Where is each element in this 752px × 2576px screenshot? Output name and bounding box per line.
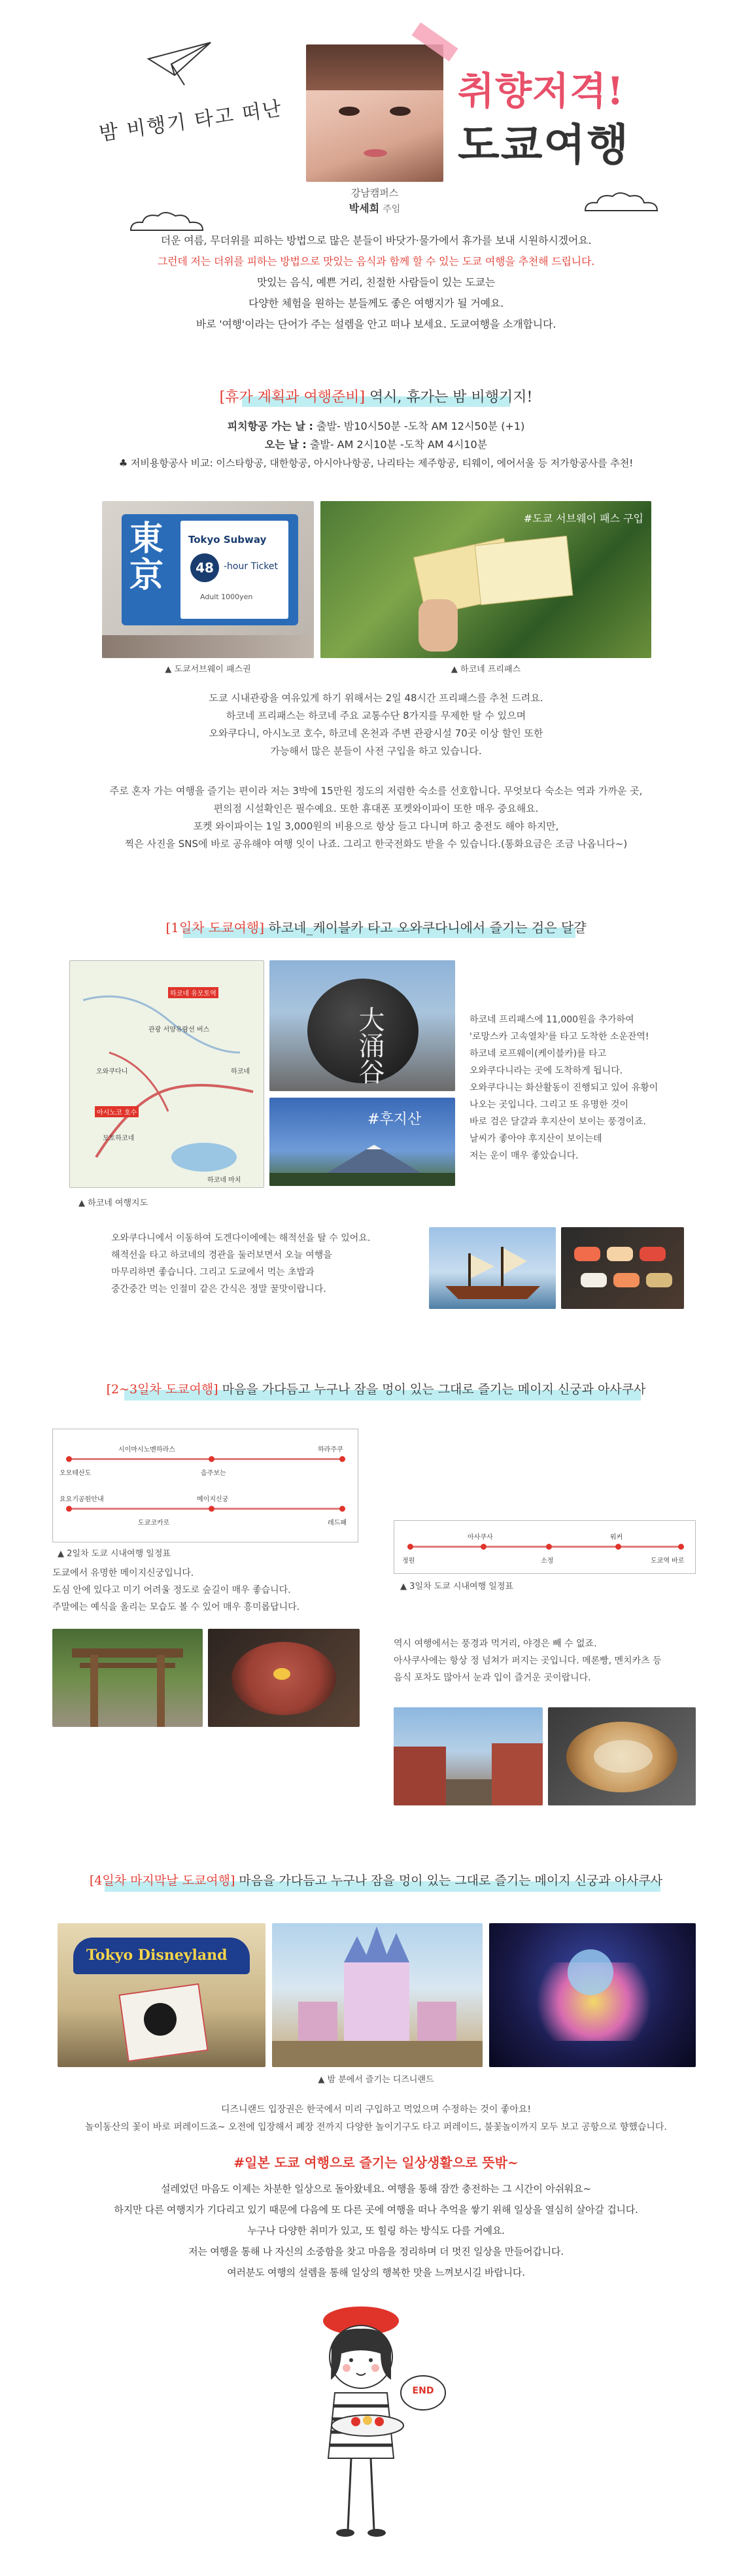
mt-fuji-photo xyxy=(269,1098,455,1186)
text-line: 아사쿠사에는 항상 정 넘쳐가 퍼지는 곳입니다. 메론빵, 멘치카츠 등 xyxy=(394,1656,662,1666)
para-line: 도쿄 시내관광을 여유있게 하기 위해서는 2일 48시간 프리패스를 추천 드려요. xyxy=(209,692,543,704)
side-line: 나오는 곳입니다. 그리고 또 유명한 것이 xyxy=(470,1100,629,1110)
text-line: 놀이동산의 꽃이 바로 퍼레이드죠~ 오전에 입장해서 폐장 전까지 다양한 놀이기구도 타고 퍼레이드, 불꽃놀이까지 모두 보고 공항으로 향했습니다. xyxy=(85,2122,667,2132)
map-label: 시이마시노멘하라스 xyxy=(118,1446,175,1453)
caption-hakone-pass: ▲ 하코네 프리패스 xyxy=(451,665,521,674)
section1-para1 xyxy=(0,689,752,760)
para-line: 주로 혼자 가는 여행을 즐기는 편이라 저는 3박에 15만원 정도의 저렴한 숙소를 선호합니다. 무엇보다 숙소는 역과 가까운 곳, xyxy=(109,785,643,797)
disneyland-castle-photo xyxy=(272,1923,483,2067)
text-line: 디즈니랜드 입장권은 한국에서 미리 구입하고 먹었으며 수정하는 것이 좋아요! xyxy=(221,2104,531,2115)
asakusa-street-photo xyxy=(394,1707,543,1805)
steak-bowl-photo xyxy=(208,1629,360,1727)
map-label: 하코네 마치 xyxy=(207,1177,241,1184)
text-line: 역시 여행에서는 풍경과 먹거리, 야경은 빼 수 없죠. xyxy=(394,1639,597,1649)
section1-title xyxy=(0,386,752,406)
side-line: 바로 검은 달걀과 후지산이 보이는 풍경이죠. xyxy=(470,1117,647,1127)
ticket-line3: Adult 1000yen xyxy=(200,593,253,601)
end-sign: END xyxy=(412,2386,434,2396)
meiji-shrine-photo xyxy=(52,1629,203,1727)
map-label: 관광 서양유람선 버스 xyxy=(148,1026,210,1034)
text-line: 도쿄에서 유명한 메이지신궁입니다. xyxy=(52,1568,194,1578)
bottom-line: 마무리하면 좋습니다. 그리고 도쿄에서 먹는 초밥과 xyxy=(111,1267,315,1278)
header-handwriting: 밤 비행기 타고 떠난 xyxy=(97,97,284,146)
map-label: 오와쿠다니 xyxy=(96,1068,128,1075)
outro-line: 누구나 다양한 취미가 있고, 또 힐링 하는 방식도 다를 거예요. xyxy=(247,2225,505,2237)
map-label: 도쿄코카로 xyxy=(138,1520,170,1527)
side-line: 오와쿠다니는 화산활동이 진행되고 있어 유황이 xyxy=(470,1083,658,1093)
author-name: 박세희 xyxy=(349,202,380,215)
map-label: 하코네 xyxy=(231,1068,250,1075)
section4-title xyxy=(0,1871,752,1888)
outro-line: 설레었던 마음도 이제는 차분한 일상으로 돌아왔네요. 여행을 통해 잠깐 충전하는 그 시간이 아쉬워요~ xyxy=(161,2183,591,2195)
intro-line-highlight: 그런데 저는 더위를 피하는 방법으로 맛있는 음식과 함께 할 수 있는 도쿄 여행을 추천해 드립니다. xyxy=(157,255,595,268)
bottom-line: 해적선을 타고 하코네의 경관을 둘러보면서 오늘 여행을 xyxy=(111,1250,332,1261)
para-line: 포켓 와이파이는 1일 3,000원의 비용으로 항상 들고 다니며 하고 충전도 해야 하지만, xyxy=(193,820,559,832)
text-line: 도심 안에 있다고 미기 어려울 정도로 숲길이 매우 좋습니다. xyxy=(52,1585,291,1595)
day3-route-map xyxy=(394,1520,696,1574)
author-campus: 강남캠퍼스 xyxy=(350,187,399,199)
section1-para2 xyxy=(0,782,752,853)
ticket-line2: -hour Ticket xyxy=(224,561,278,572)
para-line: 하코네 프리패스는 하코네 주요 교통수단 8가지를 무제한 탈 수 있으며 xyxy=(226,710,526,722)
outro-text xyxy=(0,2178,752,2283)
outro-line: 하지만 다른 여행지가 기다리고 있기 때문에 다음에 또 다른 곳에 여행을 떠나 추억을 쌓기 위해 일상을 열심히 살아갈 겁니다. xyxy=(114,2204,638,2216)
airline-note: ♣ 저비용항공사 비교: 이스타항공, 대한항공, 아시아나항공, 나리타는 제주항공, 티웨이, 에어서울 등 저가항공사를 추천! xyxy=(118,457,634,469)
title-line2: 도쿄여행 xyxy=(458,119,630,170)
pirate-ship-photo xyxy=(429,1227,556,1309)
sushi-photo xyxy=(561,1227,684,1309)
flight-info xyxy=(0,417,752,472)
return-text: 출발- AM 2시10분 -도착 AM 4시10분 xyxy=(309,438,488,451)
ticket-line1: Tokyo Subway xyxy=(188,534,267,546)
intro-line: 맛있는 음식, 예쁜 거리, 친절한 사람들이 있는 도쿄는 xyxy=(256,276,496,288)
section3-left-text xyxy=(52,1565,366,1616)
author-photo xyxy=(306,44,443,182)
side-line: 저는 운이 매우 좋았습니다. xyxy=(470,1151,579,1161)
author-title: 주임 xyxy=(383,204,401,215)
map-label: 워커 xyxy=(610,1534,623,1541)
text-line: 음식 포차도 많아서 눈과 입이 즐거운 곳이랍니다. xyxy=(394,1673,591,1683)
hakone-pass-photo xyxy=(320,501,651,658)
black-egg-photo: 大涌谷 xyxy=(269,960,455,1091)
map-label: 메이지신궁 xyxy=(197,1496,229,1503)
section1-title-text: 역시, 휴가는 밤 비행기지! xyxy=(369,389,533,406)
caption-disneyland: ▲ 밤 분에서 즐기는 디즈니랜드 xyxy=(318,2075,434,2085)
side-line: 하코네 프리패스에 11,000원을 추가하여 xyxy=(470,1015,634,1025)
map-label: 아시노코 호수 xyxy=(95,1106,139,1117)
para-line: 찍은 사진을 SNS에 바로 공유해야 여행 잇이 나죠. 그리고 한국전화도 받을 수 있습니다.(통화요금은 조금 나옵니다~) xyxy=(124,838,628,850)
cloud-icon xyxy=(579,190,664,216)
disneyland-parade-photo xyxy=(489,1923,696,2067)
subway-pass-photo xyxy=(102,501,314,658)
section3-title-text: 마음을 가다듬고 누구나 잠을 멍이 있는 그대로 즐기는 메이지 신궁과 아사쿠사 xyxy=(222,1382,646,1397)
side-line: '로망스카 고속열차'를 타고 도착한 소운잔역! xyxy=(470,1032,649,1042)
caption-hakone-map: ▲ 하코네 여행지도 xyxy=(78,1198,148,1208)
ticket-kanji: 東京 xyxy=(129,519,164,595)
map-label: 아사쿠사 xyxy=(468,1534,493,1541)
intro-line: 다양한 체험을 원하는 분들께도 좋은 여행지가 될 거예요. xyxy=(248,297,504,309)
section2-side-text xyxy=(470,1011,679,1164)
bottom-line: 중간중간 먹는 인절미 같은 간식은 정말 꿀맛이랍니다. xyxy=(111,1284,326,1295)
text-line: 주말에는 예식을 올리는 모습도 볼 수 있어 매우 흥미롭답니다. xyxy=(52,1602,300,1612)
paper-plane-icon xyxy=(145,39,217,92)
section4-title-tag: [4일차 마지막날 도쿄여행] xyxy=(89,1873,235,1888)
side-line: 오와쿠다니라는 곳에 도착하게 됩니다. xyxy=(470,1066,623,1076)
okonomiyaki-photo xyxy=(548,1707,696,1805)
section4-title-text: 마음을 가다듬고 누구나 잠을 멍이 있는 그대로 즐기는 메이지 신궁과 아사쿠사 xyxy=(239,1873,663,1888)
side-line: 날씨가 좋아야 후지산이 보이는데 xyxy=(470,1134,602,1144)
hakone-pass-tag: #도쿄 서브웨이 패스 구입 xyxy=(523,512,643,525)
intro xyxy=(0,230,752,335)
map-label: 요요기공원안내 xyxy=(60,1496,104,1503)
map-label: 소정 xyxy=(541,1558,554,1565)
outro-line: 저는 여행을 통해 나 자신의 소중함을 찾고 마음을 정리하며 더 멋진 일상을 만들어갑니다. xyxy=(188,2246,564,2257)
title-line1: 취향저격! xyxy=(458,69,624,113)
para-line: 가능해서 많은 분들이 사전 구입을 하고 있습니다. xyxy=(270,745,482,757)
para-line: 편의점 시설확인은 필수예요. 또한 휴대폰 포켓와이파이 또한 매우 중요해요. xyxy=(213,803,539,814)
ticket-hours: 48 xyxy=(190,553,219,582)
caption-day3-map: ▲ 3일차 도쿄 시내여행 일정표 xyxy=(400,1582,513,1592)
section2-title-tag: [1일차 도쿄여행] xyxy=(165,920,265,935)
section4-text xyxy=(0,2101,752,2136)
intro-line: 바로 '여행'이라는 단어가 주는 설렘을 안고 떠나 보세요. 도쿄여행을 소개합니다. xyxy=(196,318,556,330)
map-label: 하코네 유모토역 xyxy=(168,987,218,998)
girl-illustration xyxy=(296,2295,453,2556)
author-name-line xyxy=(306,200,443,215)
side-line: 하코네 로프웨이(케이블카)를 타고 xyxy=(470,1049,607,1059)
map-label: 모토하코네 xyxy=(103,1135,135,1142)
section3-title xyxy=(0,1380,752,1397)
depart-text: 출발- 밤10시50분 -도착 AM 12시50분 (+1) xyxy=(316,420,525,432)
day2-route-map xyxy=(52,1429,358,1542)
hakone-map xyxy=(69,960,264,1188)
disneyland-sign-text: Tokyo Disneyland xyxy=(86,1947,228,1964)
map-label: 오모테산도 xyxy=(60,1470,92,1477)
section2-title-text: 하코네_케이블카 타고 오와쿠다니에서 즐기는 검은 달걀 xyxy=(268,920,587,935)
caption-subway-pass: ▲ 도쿄서브웨이 패스권 xyxy=(165,665,251,674)
section2-title xyxy=(0,917,752,936)
disneyland-ticket-photo xyxy=(58,1923,265,2067)
mt-fuji-tag: #후지산 xyxy=(367,1111,422,1128)
map-label: 정원 xyxy=(402,1558,415,1565)
depart-label: 피치항공 가는 날 : xyxy=(227,420,313,432)
para-line: 오와쿠다니, 아시노코 호수, 하코네 온천과 주변 관광시설 70곳 이상 할인 또한 xyxy=(209,727,543,739)
section3-title-tag: [2~3일차 도쿄여행] xyxy=(106,1382,218,1397)
section1-title-tag: [휴가 계획과 여행준비] xyxy=(219,389,366,406)
map-label: 음주보는 xyxy=(201,1470,226,1477)
map-label: 하라주쿠 xyxy=(318,1446,343,1453)
section2-bottom-text xyxy=(111,1230,425,1298)
map-label: 도쿄역 바로 xyxy=(651,1558,685,1565)
return-label: 오는 날 : xyxy=(264,438,307,451)
caption-day2-map: ▲ 2일차 도쿄 시내여행 일정표 xyxy=(58,1549,171,1559)
outro-title: #일본 도쿄 여행으로 즐기는 일상생활으로 뜻밖~ xyxy=(233,2155,519,2170)
bottom-line: 오와쿠다니에서 이동하여 도겐다이에에는 해적선을 탈 수 있어요. xyxy=(111,1233,371,1244)
intro-line: 더운 여름, 무더위를 피하는 방법으로 많은 분들이 바닷가·물가에서 휴가를 보내 시원하시겠어요. xyxy=(160,234,592,247)
outro-line: 여러분도 여행의 설렘을 통해 일상의 행복한 맛을 느껴보시길 바랍니다. xyxy=(227,2267,525,2278)
map-label: 레드패 xyxy=(328,1520,347,1527)
section3-right-text xyxy=(394,1635,694,1686)
